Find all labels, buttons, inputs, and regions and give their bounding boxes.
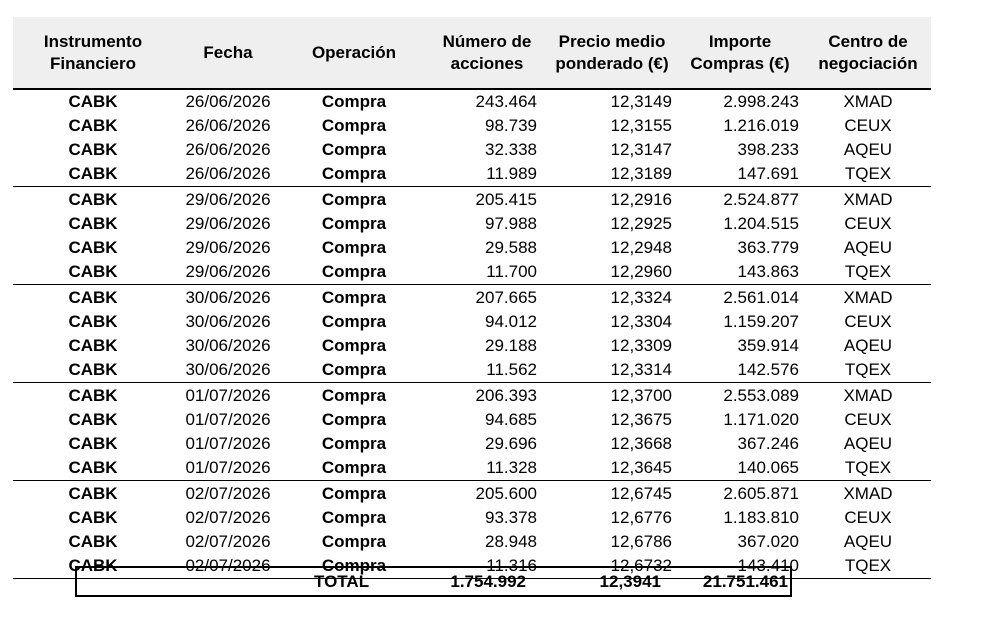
cell-centro: CEUX [844,410,892,429]
table-row [13,384,931,408]
cell-importe: 1.171.020 [723,410,799,429]
cell-operacion: Compra [321,386,387,405]
cell-fecha: 01/07/2026 [185,458,271,477]
table-row [13,138,931,162]
cell-precio: 12,3149 [610,92,672,111]
cell-precio: 12,6745 [610,484,672,503]
cell-precio: 12,3314 [610,360,672,379]
table-row [13,408,931,432]
cell-fecha: 29/06/2026 [185,190,271,209]
cell-instrumento: CABK [68,116,118,135]
cell-operacion: Compra [321,312,387,331]
cell-operacion: Compra [321,360,387,379]
cell-importe: 367.246 [737,434,799,453]
table-row [13,506,931,530]
cell-fecha: 02/07/2026 [185,556,271,575]
cell-importe: 1.159.207 [723,312,799,331]
table-row [13,188,931,212]
header-importe-line1: Importe [708,31,772,51]
cell-numero: 98.739 [485,116,537,135]
cell-precio: 12,2925 [610,214,672,233]
cell-precio: 12,2916 [610,190,672,209]
cell-operacion: Compra [321,92,387,111]
cell-fecha: 29/06/2026 [185,214,271,233]
cell-operacion: Compra [321,508,387,527]
cell-instrumento: CABK [68,190,118,209]
cell-centro: XMAD [843,92,893,111]
cell-importe: 1.216.019 [723,116,799,135]
cell-operacion: Compra [321,214,387,233]
table-row [13,358,931,382]
cell-fecha: 29/06/2026 [185,238,271,257]
cell-fecha: 02/07/2026 [185,508,271,527]
cell-numero: 94.685 [485,410,537,429]
header-operacion [298,17,410,88]
table-row [13,286,931,310]
cell-centro: AQEU [843,140,893,159]
cell-precio: 12,6732 [610,556,672,575]
cell-fecha: 26/06/2026 [185,92,271,111]
cell-instrumento: CABK [68,410,118,429]
cell-centro: TQEX [844,360,892,379]
cell-centro: XMAD [843,190,893,209]
header-centro-line2: negociación [818,53,918,73]
cell-operacion: Compra [321,484,387,503]
cell-numero: 207.665 [475,288,537,307]
header-importe [677,17,803,88]
cell-instrumento: CABK [68,92,118,111]
total-importe: 21.751.461 [702,572,788,591]
cell-instrumento: CABK [68,360,118,379]
cell-numero: 11.328 [486,458,537,477]
cell-numero: 11.316 [486,556,537,575]
cell-numero: 11.562 [486,360,537,379]
cell-precio: 12,6786 [610,532,672,551]
cell-operacion: Compra [321,164,387,183]
cell-numero: 11.989 [486,164,537,183]
cell-fecha: 01/07/2026 [185,386,271,405]
cell-precio: 12,3668 [610,434,672,453]
table-row [13,90,931,114]
cell-instrumento: CABK [68,164,118,183]
cell-importe: 2.561.014 [723,288,799,307]
cell-numero: 32.338 [485,140,537,159]
cell-numero: 29.588 [485,238,537,257]
cell-fecha: 30/06/2026 [185,288,271,307]
cell-instrumento: CABK [68,238,118,257]
cell-centro: CEUX [844,508,892,527]
table-row [13,432,931,456]
cell-fecha: 26/06/2026 [185,140,271,159]
cell-fecha: 30/06/2026 [185,360,271,379]
cell-fecha: 02/07/2026 [185,532,271,551]
cell-importe: 140.065 [737,458,799,477]
cell-importe: 2.553.089 [723,386,799,405]
cell-numero: 205.600 [475,484,537,503]
cell-importe: 147.691 [737,164,799,183]
cell-centro: XMAD [843,484,893,503]
cell-instrumento: CABK [68,214,118,233]
header-instrumento-line1: Instrumento [43,31,143,51]
table-row [13,456,931,480]
cell-numero: 28.948 [485,532,537,551]
cell-instrumento: CABK [68,288,118,307]
header-centro [809,17,927,88]
cell-precio: 12,3309 [610,336,672,355]
cell-importe: 142.576 [737,360,799,379]
cell-importe: 363.779 [737,238,799,257]
cell-fecha: 26/06/2026 [185,164,271,183]
cell-instrumento: CABK [68,556,118,575]
cell-centro: XMAD [843,386,893,405]
cell-instrumento: CABK [68,484,118,503]
cell-instrumento: CABK [68,386,118,405]
table-row [13,162,931,186]
cell-instrumento: CABK [68,336,118,355]
cell-operacion: Compra [321,410,387,429]
cell-centro: AQEU [843,434,893,453]
total-row [75,566,792,597]
cell-precio: 12,3304 [610,312,672,331]
cell-instrumento: CABK [68,532,118,551]
cell-centro: TQEX [844,262,892,281]
cell-numero: 94.012 [485,312,537,331]
cell-fecha: 02/07/2026 [185,484,271,503]
cell-centro: CEUX [844,116,892,135]
cell-numero: 93.378 [485,508,537,527]
cell-instrumento: CABK [68,508,118,527]
table-row [13,260,931,284]
cell-operacion: Compra [321,336,387,355]
table-row [13,114,931,138]
cell-precio: 12,3700 [610,386,672,405]
header-importe-line2: Compras (€) [690,53,790,73]
cell-centro: CEUX [844,214,892,233]
header-instrumento [13,17,173,88]
cell-operacion: Compra [321,288,387,307]
cell-importe: 359.914 [737,336,799,355]
cell-centro: AQEU [843,336,893,355]
cell-centro: XMAD [843,288,893,307]
cell-importe: 367.020 [737,532,799,551]
cell-operacion: Compra [321,190,387,209]
cell-instrumento: CABK [68,312,118,331]
cell-fecha: 30/06/2026 [185,312,271,331]
cell-centro: AQEU [843,532,893,551]
header-numero-line1: Número de [442,31,532,51]
cell-operacion: Compra [321,238,387,257]
cell-numero: 243.464 [475,92,537,111]
total-numero: 1.754.992 [450,572,526,591]
cell-importe: 2.998.243 [723,92,799,111]
cell-instrumento: CABK [68,262,118,281]
table-row [13,334,931,358]
cell-instrumento: CABK [68,458,118,477]
table-body [13,90,931,580]
cell-importe: 143.410 [737,556,799,575]
header-instrumento-line2: Financiero [50,53,136,73]
cell-centro: TQEX [844,556,892,575]
cell-numero: 29.188 [485,336,537,355]
table-row [13,530,931,554]
cell-instrumento: CABK [68,140,118,159]
cell-operacion: Compra [321,262,387,281]
header-precio-line1: Precio medio [558,31,666,51]
cell-precio: 12,3675 [610,410,672,429]
cell-operacion: Compra [321,532,387,551]
cell-importe: 2.605.871 [723,484,799,503]
total-precio: 12,3941 [599,572,661,591]
cell-fecha: 01/07/2026 [185,410,271,429]
cell-fecha: 30/06/2026 [185,336,271,355]
cell-operacion: Compra [321,140,387,159]
table-row [13,482,931,506]
header-operacion-line1: Operación [311,42,397,62]
cell-operacion: Compra [321,458,387,477]
cell-importe: 398.233 [737,140,799,159]
cell-operacion: Compra [321,434,387,453]
cell-operacion: Compra [321,116,387,135]
cell-centro: TQEX [844,164,892,183]
header-precio-line2: ponderado (€) [555,53,669,73]
cell-numero: 206.393 [475,386,537,405]
cell-numero: 97.988 [485,214,537,233]
cell-precio: 12,2948 [610,238,672,257]
cell-fecha: 29/06/2026 [185,262,271,281]
cell-operacion: Compra [321,556,387,575]
header-fecha-line1: Fecha [203,42,253,62]
cell-numero: 11.700 [486,262,537,281]
cell-precio: 12,3147 [610,140,672,159]
cell-precio: 12,6776 [610,508,672,527]
cell-centro: AQEU [843,238,893,257]
cell-numero: 29.696 [485,434,537,453]
cell-instrumento: CABK [68,434,118,453]
cell-importe: 1.183.810 [723,508,799,527]
cell-fecha: 26/06/2026 [185,116,271,135]
cell-precio: 12,3155 [610,116,672,135]
total-label: TOTAL [314,572,370,591]
cell-centro: TQEX [844,458,892,477]
header-fecha [168,17,288,88]
cell-precio: 12,2960 [610,262,672,281]
cell-importe: 143.863 [737,262,799,281]
cell-centro: CEUX [844,312,892,331]
cell-precio: 12,3645 [610,458,672,477]
cell-numero: 205.415 [475,190,537,209]
header-numero [427,17,547,88]
cell-precio: 12,3189 [610,164,672,183]
cell-importe: 1.204.515 [723,214,799,233]
table-row [13,212,931,236]
header-precio [547,17,677,88]
header-numero-line2: acciones [450,53,524,73]
table-row [13,310,931,334]
table-header [13,17,931,90]
header-centro-line1: Centro de [828,31,908,51]
cell-importe: 2.524.877 [723,190,799,209]
cell-precio: 12,3324 [610,288,672,307]
cell-fecha: 01/07/2026 [185,434,271,453]
table-row [13,236,931,260]
